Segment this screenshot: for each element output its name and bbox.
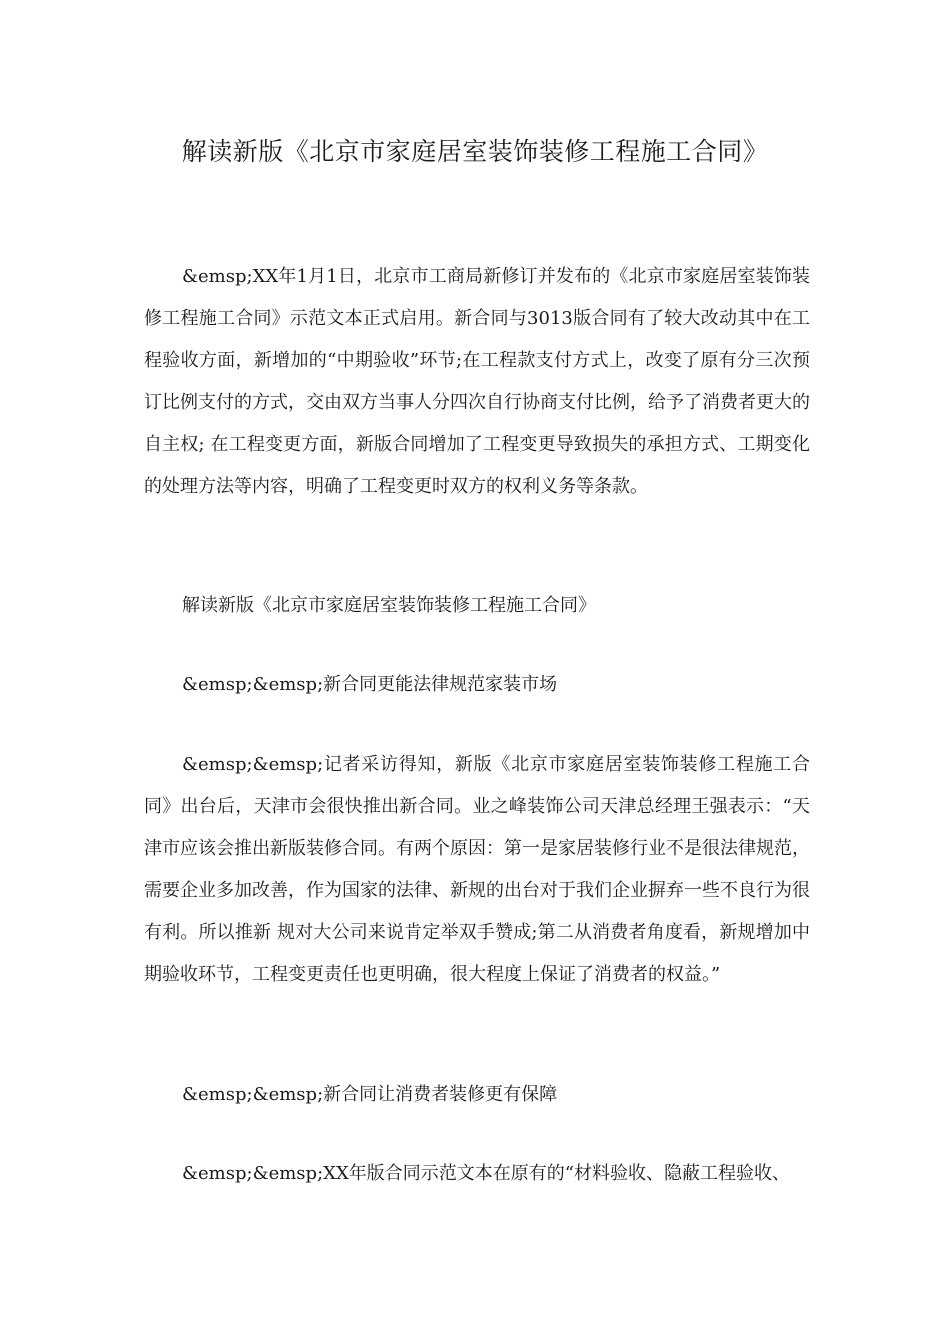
section-heading-consumer-protection: &emsp;&emsp;新合同让消费者装修更有保障 (182, 1084, 558, 1105)
paragraph-xx-version: &emsp;&emsp;XX年版合同示范文本在原有的“材料验收、隐蔽工程验收、 (182, 1163, 790, 1184)
section-heading-legal-regulation: &emsp;&emsp;新合同更能法律规范家装市场 (182, 674, 558, 695)
document-title: 解读新版《北京市家庭居室装饰装修工程施工合同》 (181, 137, 769, 166)
paragraph-intro: &emsp;XX年1月1日，北京市工商局新修订并发布的《北京市家庭居室装饰装修工程施工合同》示范文本正式启用。新合同与3013版合同有了较大改动其中在工程验收方面，新增加的“中期验收”环节;在工程款支付方式上，改变了原有分三次预订比例支付的方式，交由双方当事人分四次自行协商支付比例，给予了消费者更大的自主权; 在工程变更方面，新版合同增加了工程变更导致损失的承担方式、工期变化的处理方法等内容，明确了工程变更时双方的权利义务等条款。 (144, 266, 810, 497)
paragraph-subtitle: 解读新版《北京市家庭居室装饰装修工程施工合同》 (182, 595, 596, 616)
paragraph-interview: &emsp;&emsp;记者采访得知，新版《北京市家庭居室装饰装修工程施工合同》出台后，天津市会很快推出新合同。业之峰装饰公司天津总经理王强表示：“天津市应该会推出新版装修合同。有两个原因：第一是家居装修行业不是很法律规范，需要企业多加改善，作为国家的法律、新规的出台对于我们企业摒弃一些不良行为很有利。所以推新 规对大公司来说肯定举双手赞成;第二从消费者角度看，新规增加中期验收环节，工程变更责任也更明确，很大程度上保证了消费者的权益。” (144, 754, 810, 985)
